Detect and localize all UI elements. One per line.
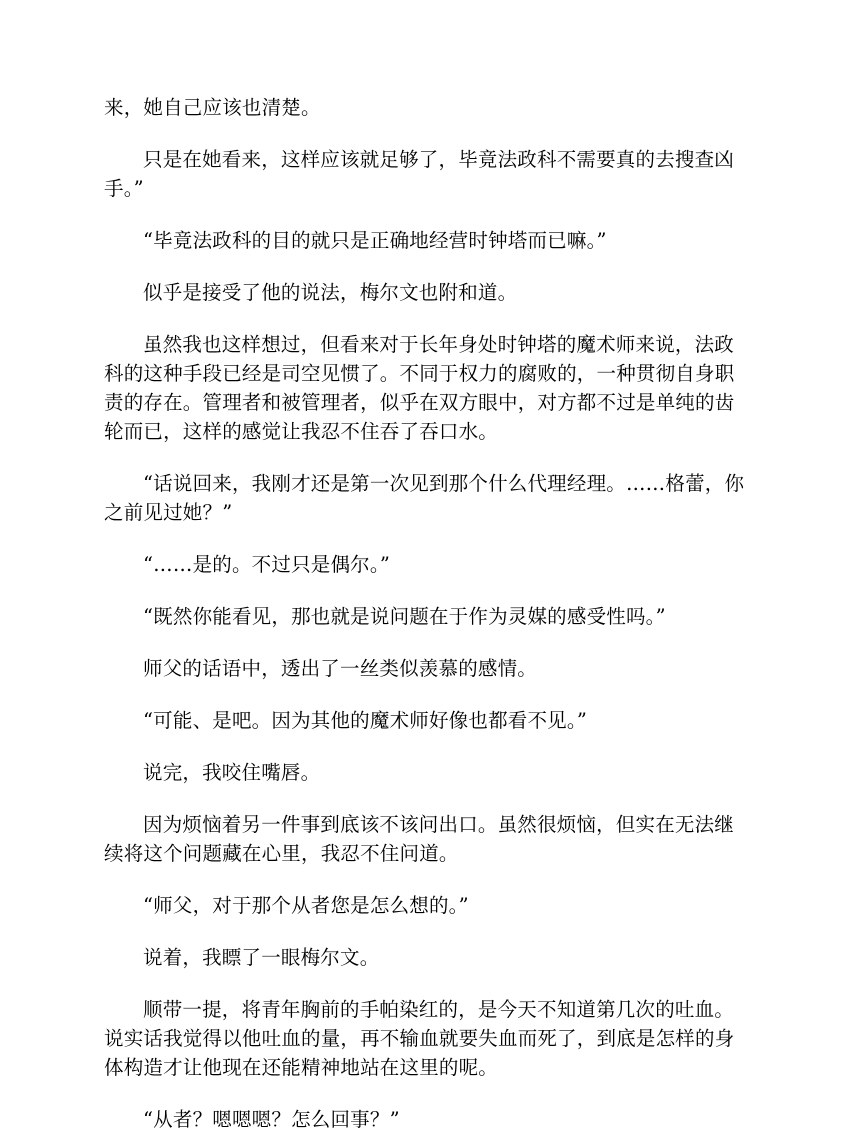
paragraph: 师父的话语中，透出了一丝类似羡慕的感情。 [143,657,538,680]
paragraph: “……是的。不过只是偶尔。” [143,553,390,576]
paragraph: 只是在她看来，这样应该就足够了，毕竟法政科不需要真的去搜查凶手。” [104,148,735,200]
paragraph: “师父，对于那个从者您是怎么想的。” [143,894,469,917]
paragraph: 顺带一提，将青年胸前的手帕染红的，是今天不知道第几次的吐血。说实话我觉得以他吐血的量，再不输血就要失血而死了，到底是怎样的身体构造才让他现在还能精神地站在这里的呢。 [104,998,735,1079]
paragraph: 似乎是接受了他的说法，梅尔文也附和道。 [143,281,518,304]
paragraph: 来，她自己应该也清楚。 [104,96,321,119]
paragraph: “毕竟法政科的目的就只是正确地经营时钟塔而已嘛。” [143,229,607,252]
paragraph: “可能、是吧。因为其他的魔术师好像也都看不见。” [143,709,587,732]
paragraph: “既然你能看见，那也就是说问题在于作为灵媒的感受性吗。” [143,605,666,628]
paragraph: 虽然我也这样想过，但看来对于长年身处时钟塔的魔术师来说，法政科的这种手段已经是司空见惯了。不同于权力的腐败的，一种贯彻自身职责的存在。管理者和被管理者，似乎在双方眼中，对方都不过是单纯的齿轮而已，这样的感觉让我忍不住吞了吞口水。 [104,333,735,443]
paragraph: “话说回来，我刚才还是第一次见到那个什么代理经理。……格蕾，你之前见过她？” [104,472,745,524]
paragraph: “从者？嗯嗯嗯？怎么回事？” [143,1108,400,1131]
paragraph: 因为烦恼着另一件事到底该不该问出口。虽然很烦恼，但实在无法继续将这个问题藏在心里，我忍不住问道。 [104,813,735,865]
paragraph: 说完，我咬住嘴唇。 [143,761,321,784]
paragraph: 说着，我瞟了一眼梅尔文。 [143,946,380,969]
